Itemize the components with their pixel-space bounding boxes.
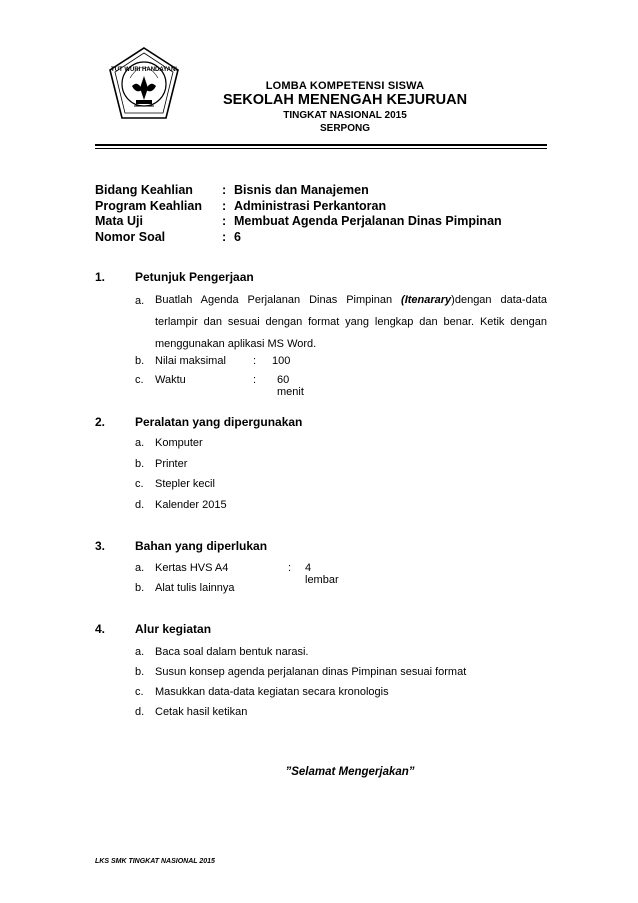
item-marker: a. [135,646,145,658]
item-marker: b. [135,666,145,678]
section-number: 1. [95,270,106,284]
info-separator: : [222,198,227,213]
info-value: Bisnis dan Manajemen [234,183,369,197]
section-number: 2. [95,415,106,429]
info-label: Program Keahlian [95,198,202,213]
item-text: Baca soal dalam bentuk narasi. [155,646,309,658]
section-title: Alur kegiatan [135,622,212,636]
closing-greeting: ”Selamat Mengerjakan” [285,766,415,778]
item-text: Alat tulis lainnya [155,582,235,594]
header-rule-thick [95,144,547,146]
item-text: Stepler kecil [155,478,215,490]
instruction-text-start: Buatlah Agenda Perjalanan Dinas Pimpinan [155,294,402,306]
info-value: Administrasi Perkantoran [234,198,387,213]
section-title: Bahan yang diperlukan [135,539,268,553]
header-school-level: SEKOLAH MENENGAH KEJURUAN [222,92,468,108]
item-text: Kalender 2015 [155,499,227,511]
item-value: 100 [272,355,291,367]
section-title: Peralatan yang dipergunakan [135,415,303,429]
info-label: Nomor Soal [95,229,166,244]
header-location: SERPONG [319,123,370,134]
item-marker: a. [135,437,145,449]
item-value: 4 lembar [305,562,339,586]
item-separator: : [253,374,257,386]
info-separator: : [222,229,227,244]
item-text: Printer [155,458,188,470]
instruction-paragraph [155,289,547,355]
item-text: Kertas HVS A4 [155,562,229,574]
item-marker: b. [135,458,145,470]
item-marker: a. [135,562,145,574]
item-text: Cetak hasil ketikan [155,706,248,718]
item-separator: : [288,562,292,574]
instruction-emphasis: (Itenarary [401,294,452,306]
section-number: 3. [95,539,106,553]
header-level-year: TINGKAT NASIONAL 2015 [283,110,407,121]
item-marker: c. [135,374,144,386]
page-footer: LKS SMK TINGKAT NASIONAL 2015 [95,858,215,865]
header-competition-title: LOMBA KOMPETENSI SISWA [265,80,425,92]
svg-text:TUT WURI HANDAYANI: TUT WURI HANDAYANI [111,67,177,73]
item-marker: d. [135,706,145,718]
section-title: Petunjuk Pengerjaan [135,270,254,284]
info-separator: : [222,183,227,197]
item-text: Masukkan data-data kegiatan secara kronologis [155,686,389,698]
info-value: Membuat Agenda Perjalanan Dinas Pimpinan [234,214,502,228]
info-label: Mata Uji [95,214,143,228]
item-marker: a. [135,295,145,307]
item-text: Susun konsep agenda perjalanan dinas Pimpinan sesuai format [155,666,467,678]
info-label: Bidang Keahlian [95,183,193,197]
info-separator: : [222,214,227,228]
section-number: 4. [95,622,106,636]
item-text: Waktu [155,374,186,386]
item-text: Komputer [155,437,203,449]
instruction-text-end: )dengan data-data terlampir dan sesuai dengan format yang lengkap dan benar. Ketik dengan menggunakan aplikasi MS Word. [155,294,547,350]
item-value: 60 menit [277,374,304,398]
item-marker: b. [135,355,145,367]
item-text: Nilai maksimal [155,355,226,367]
item-marker: c. [135,686,144,698]
header-rule-thin [95,148,547,149]
item-separator: : [253,355,257,367]
tut-wuri-handayani-logo [106,46,182,122]
item-marker: b. [135,582,145,594]
item-marker: d. [135,499,145,511]
info-value: 6 [234,229,241,244]
item-marker: c. [135,478,144,490]
